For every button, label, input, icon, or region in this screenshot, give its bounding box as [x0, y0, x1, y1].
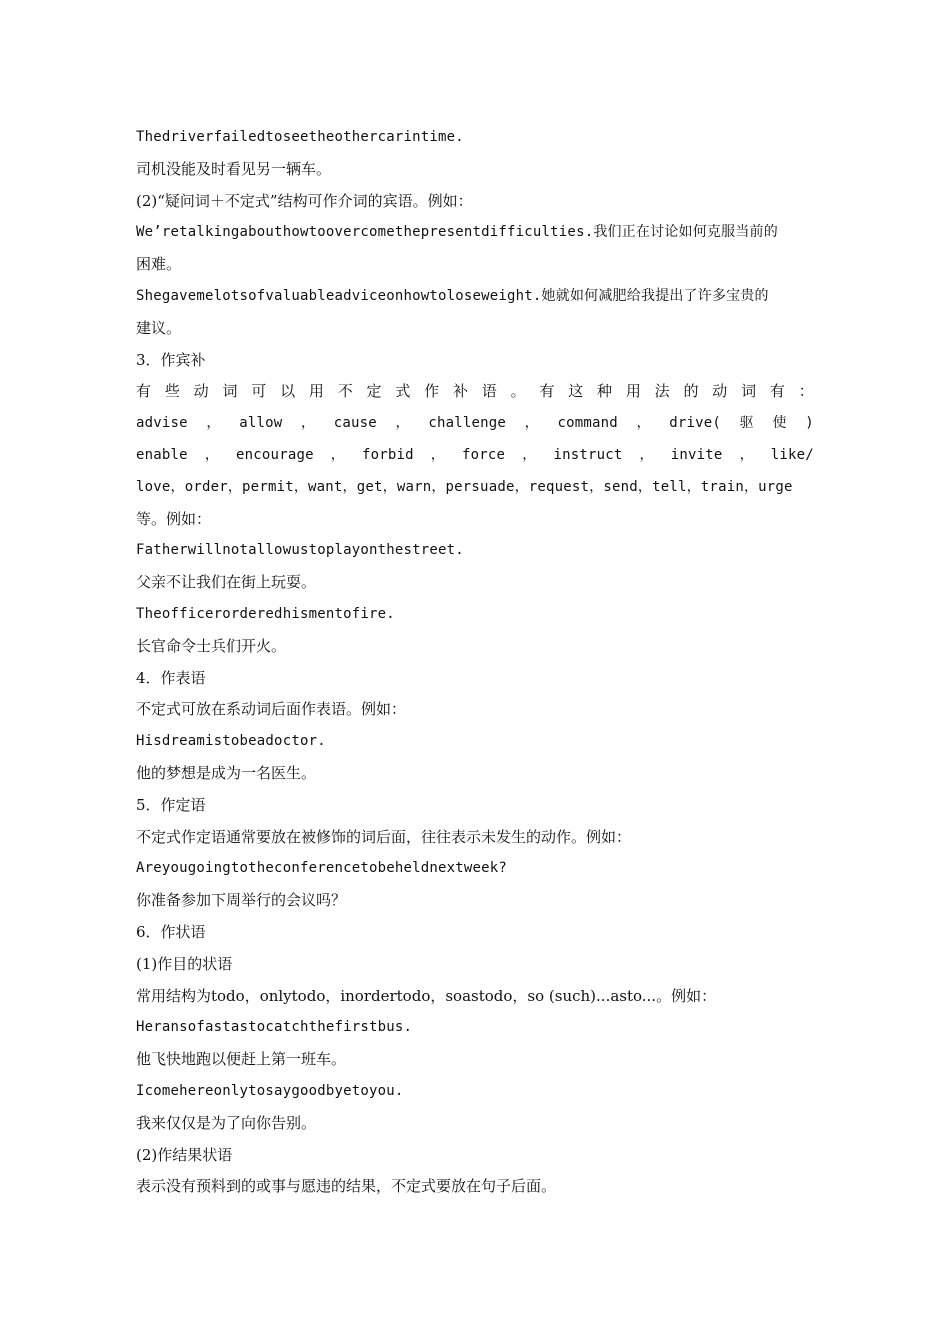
subsection-heading: (2)作结果状语 — [136, 1145, 233, 1164]
justified-token: ， — [522, 446, 537, 463]
justified-token: 些 — [164, 382, 180, 401]
justified-line — [136, 440, 814, 472]
text-line: 他飞快地跑以便赶上第一班车。 — [136, 1050, 347, 1069]
justified-token: 定 — [366, 382, 382, 401]
text-line: Thedriverfailedtoseetheothercarintime. — [136, 129, 464, 145]
text-line: 常用结构为todo，onlytodo，inordertodo，soastodo，so (such)...asto...。例如： — [136, 986, 717, 1005]
justified-token: command — [557, 415, 618, 432]
text-line: 表示没有预料到的或事与愿违的结果，不定式要放在句子后面。 — [136, 1177, 557, 1196]
text-line: Theofficerorderedhismentofire. — [136, 605, 395, 622]
text-line: Icomehereonlytosaygoodbyetoyou. — [136, 1082, 404, 1099]
document-page — [136, 122, 814, 1203]
justified-token: 以 — [280, 382, 296, 401]
justified-token: ) — [805, 415, 814, 432]
justified-token: like/ — [770, 446, 814, 463]
text-line: 司机没能及时看见另一辆车。 — [136, 159, 332, 178]
justified-token: ， — [739, 446, 754, 463]
text-line: 不定式作定语通常要放在被修饰的词后面，往往表示未发生的动作。例如： — [136, 827, 632, 846]
text-line: 长官命令士兵们开火。 — [136, 636, 287, 655]
justified-token: forbid — [361, 446, 414, 463]
justified-token: drive( — [669, 415, 722, 432]
justified-token: invite — [670, 446, 723, 463]
justified-token: enable — [136, 446, 188, 463]
justified-token: encourage — [236, 446, 314, 463]
text-line: 我来仅仅是为了向你告别。 — [136, 1113, 317, 1132]
justified-token: 作 — [424, 382, 440, 401]
section-heading: 6．作状语 — [136, 922, 206, 941]
text-line: We’retalkingabouthowtoovercomethepresentdifficulties.我们正在讨论如何克服当前的 — [136, 224, 778, 241]
justified-token: 有 — [539, 382, 555, 401]
justified-token: ， — [395, 415, 410, 432]
justified-token: ， — [524, 415, 539, 432]
text-line: 不定式可放在系动词后面作表语。例如： — [136, 700, 407, 719]
text-line: Fatherwillnotallowustoplayonthestreet. — [136, 542, 464, 559]
justified-token: 用 — [625, 382, 641, 401]
text-line: love，order，permit，want，get，warn，persuade，request，send，tell，train，urge — [136, 478, 793, 495]
justified-token: 式 — [395, 382, 411, 401]
text-line: (2)“疑问词＋不定式”结构可作介词的宾语。例如： — [136, 191, 473, 210]
justified-token: 有 — [769, 382, 785, 401]
text-line: 等。例如： — [136, 509, 212, 528]
text-line: 你准备参加下周举行的会议吗？ — [136, 891, 347, 910]
justified-line — [136, 376, 814, 408]
justified-token: ， — [204, 446, 220, 463]
section-heading: 5．作定语 — [136, 795, 206, 814]
justified-token: ， — [300, 415, 316, 432]
justified-token: 。 — [510, 382, 526, 401]
text-line: 他的梦想是成为一名医生。 — [136, 763, 317, 782]
text-line: Areyougoingtotheconferencetobeheldnextweek? — [136, 860, 508, 877]
justified-token: 这 — [568, 382, 584, 401]
justified-token: ： — [798, 382, 814, 401]
section-heading: 4．作表语 — [136, 668, 206, 687]
justified-token: ， — [430, 446, 445, 463]
justified-token: ， — [639, 446, 654, 463]
text-line: Shegavemelotsofvaluableadviceonhowtoloseweight.她就如何减肥给我提出了许多宝贵的 — [136, 287, 769, 304]
justified-token: 词 — [741, 382, 757, 401]
justified-token: advise — [136, 415, 188, 432]
justified-token: 可 — [251, 382, 267, 401]
justified-token: 不 — [337, 382, 353, 401]
justified-token: 法 — [654, 382, 670, 401]
text-line: 困难。 — [136, 255, 182, 274]
justified-token: 有 — [136, 382, 152, 401]
justified-token: 种 — [597, 382, 613, 401]
justified-token: 驱 — [739, 415, 754, 432]
justified-line — [136, 408, 814, 440]
text-line: Heransofastastocatchthefirstbus. — [136, 1019, 413, 1036]
justified-token: allow — [239, 415, 283, 432]
justified-token: 补 — [452, 382, 468, 401]
justified-token: 动 — [712, 382, 728, 401]
justified-token: 动 — [193, 382, 209, 401]
section-heading: 3．作宾补 — [136, 350, 206, 369]
justified-token: 词 — [222, 382, 238, 401]
justified-token: 语 — [481, 382, 497, 401]
text-line: 建议。 — [136, 318, 182, 337]
text-line: Hisdreamistobeadoctor. — [136, 733, 326, 750]
justified-token: 使 — [772, 415, 787, 432]
justified-token: force — [462, 446, 506, 463]
subsection-heading: (1)作目的状语 — [136, 954, 233, 973]
justified-token: ， — [206, 415, 221, 432]
justified-token: instruct — [553, 446, 623, 463]
justified-token: challenge — [428, 415, 507, 432]
text-line: 父亲不让我们在街上玩耍。 — [136, 573, 317, 592]
justified-token: 的 — [683, 382, 699, 401]
justified-token: cause — [333, 415, 377, 432]
justified-token: ， — [636, 415, 651, 432]
justified-token: 用 — [308, 382, 324, 401]
justified-token: ， — [330, 446, 345, 463]
